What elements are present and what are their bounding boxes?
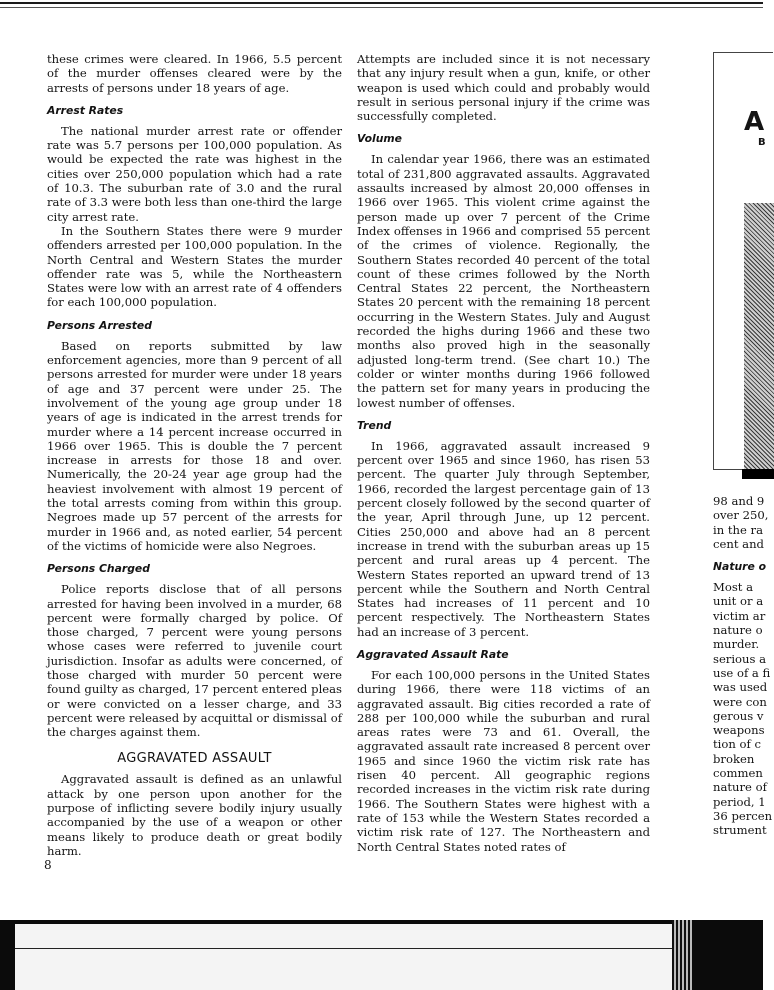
heading-arrest-rates: Arrest Rates: [47, 103, 124, 117]
heading-volume: Volume: [357, 132, 402, 146]
chart-hatched-area: [744, 203, 774, 479]
right-column-cropped: [713, 494, 773, 838]
nature-line: use of a fi: [713, 665, 771, 680]
nature-line: murder.: [713, 637, 760, 652]
nature-line: Most a: [713, 580, 754, 595]
chart-box-cropped: [713, 52, 773, 470]
scan-stripes: [672, 920, 692, 990]
section-heading-aggravated-assault: AGGRAVATED ASSAULT: [117, 751, 272, 767]
page-number: 8: [44, 858, 52, 872]
nature-line: victim ar: [713, 608, 766, 623]
nature-line: commen: [713, 766, 763, 781]
right-line-1: 98 and 9: [713, 494, 765, 508]
nature-line: were con: [713, 694, 767, 709]
nature-line: nature o: [713, 623, 763, 638]
heading-persons-arrested: Persons Arrested: [47, 318, 152, 332]
scan-light-area: [15, 924, 675, 990]
nature-line: unit or a: [713, 594, 764, 609]
nature-line: serious a: [713, 651, 767, 666]
paragraph-aggravated-assault-definition: Aggravated assault is defined as an unlawful attack by one person upon another for the purpose of inflicting severe bodily injury usually accompanied by the use of a weapon or other means likely to produce death or great bodily harm.: [47, 772, 342, 858]
paragraph-arrest-rates-2: In the Southern States there were 9 murder offenders arrested per 100,000 population. In the North Central and Western States the murder offender rate was 5, while the Northeastern States were low with an arrest rate of 4 offenders for each 100,000 population.: [47, 223, 342, 310]
right-line-4: cent and: [713, 536, 764, 551]
nature-line: strument: [713, 823, 767, 838]
nature-line: broken: [713, 751, 755, 766]
paragraph-intro: these crimes were cleared. In 1966, 5.5 percent of the murder offenses cleared were by the arrests of persons under 18 years of age.: [47, 52, 342, 95]
nature-line: weapons: [713, 723, 765, 738]
chart-subtitle-letter: B: [758, 137, 766, 148]
nature-line: period, 1: [713, 794, 766, 809]
right-line-3: in the ra: [713, 522, 763, 537]
nature-line: 36 percen: [713, 808, 773, 823]
bottom-scan-edge: [0, 920, 763, 990]
paragraph-persons-charged: Police reports disclose that of all persons arrested for having been involved in a murder, 68 percent were formally charged by police. Of those charged, 7 percent were young persons whose cases were referred to juvenile court jurisdiction. Insofar as adults were concerned, of those charged with murder 50 percent were found guilty as charged, 17 percent entered pleas or were convicted on a lesser charge, and 33 percent were released by acquittal or dismissal of the charges against them.: [47, 582, 342, 740]
nature-line: nature of: [713, 780, 767, 795]
chart-baseline-bar: [742, 469, 774, 479]
left-column: [47, 52, 342, 858]
middle-column: [357, 52, 650, 854]
heading-persons-charged: Persons Charged: [47, 562, 150, 576]
scan-edge-line: [15, 948, 675, 949]
paragraph-arrest-rates-1: The national murder arrest rate or offender rate was 5.7 persons per 100,000 population. As would be expected the rate was highest in the cities over 250,000 population which had a rate of 10.3. The suburban rate of 3.0 and the rural rate of 3.3 were both less than one-third the large city arrest rate.: [47, 123, 342, 224]
right-line-2: over 250,: [713, 508, 769, 523]
paragraph-attempts: Attempts are included since it is not necessary that any injury result when a gun, knife, or other weapon is used which could and probably would result in serious personal injury if the crime was successfully completed.: [357, 52, 650, 124]
paragraph-aggravated-assault-rate: For each 100,000 persons in the United States during 1966, there were 118 victims of an aggravated assault. Big cities recorded a rate of 288 per 100,000 while the suburban and rural areas rates were 73 and 61. Overall, the aggravated assault rate increased 8 percent over 1965 and since 1960 the victim risk rate has risen 40 percent. All geographic regions recorded increases in the victim risk rate during 1966. The Southern States were highest with a rate of 153 while the Western States recorded a victim risk rate of 127. The Northeastern and North Central States noted rates of: [357, 667, 650, 854]
heading-aggravated-assault-rate: Aggravated Assault Rate: [357, 647, 509, 661]
paragraph-persons-arrested: Based on reports submitted by law enforcement agencies, more than 9 percent of all persons arrested for murder were under 18 years of age and 37 percent were under 25. The involvement of the young age group under 18 years of age is indicated in the arrest trends for murder where a 14 percent increase occurred in 1966 over 1965. This is double the 7 percent increase in arrests for those 18 and over. Numerically, the 20-24 year age group had the heaviest involvement with almost 19 percent of the total arrests coming from within this group. Negroes made up 57 percent of the arrests for murder in 1966 and, as noted earlier, 54 percent of the victims of homicide were also Negroes.: [47, 338, 342, 553]
heading-nature-cropped: Nature o: [713, 560, 766, 574]
top-rule: [0, 2, 763, 4]
heading-trend: Trend: [357, 418, 392, 432]
nature-line: tion of c: [713, 737, 761, 752]
paragraph-volume: In calendar year 1966, there was an estimated total of 231,800 aggravated assaults. Aggravated assaults increased by almost 20,000 offenses in 1966 over 1965. This violent crime against the person made up over 7 percent of the Crime Index offenses in 1966 and comprised 55 percent of the crimes of violence. Regionally, the Southern States recorded 40 percent of the total count of these crimes followed by the North Central States 22 percent, the Northeastern States 20 percent with the remaining 18 percent occurring in the Western States. July and August recorded the highs during 1966 and these two months also proved high in the seasonally adjusted long-term trend. (See chart 10.) The colder or winter months during 1966 followed the pattern set for many years in producing the lowest number of offenses.: [357, 152, 650, 410]
top-rule-secondary: [0, 7, 763, 8]
nature-line: was used: [713, 680, 768, 695]
nature-line: gerous v: [713, 708, 764, 723]
chart-title-letter: A: [744, 107, 765, 137]
nature-lines: [713, 580, 773, 838]
paragraph-trend: In 1966, aggravated assault increased 9 percent over 1965 and since 1960, has risen 53 percent. The quarter July through September, 1966, recorded the largest percentage gain of 13 percent closely followed by the second quarter of the year, April through June, up 12 percent. Cities 250,000 and above had an 8 percent increase in trend with the suburban areas up 15 percent and rural areas up 4 percent. The Western States reported an upward trend of 13 percent while the Southern and North Central States had increases of 11 percent and 10 percent respectively. The Northeastern States had an increase of 3 percent.: [357, 438, 650, 639]
